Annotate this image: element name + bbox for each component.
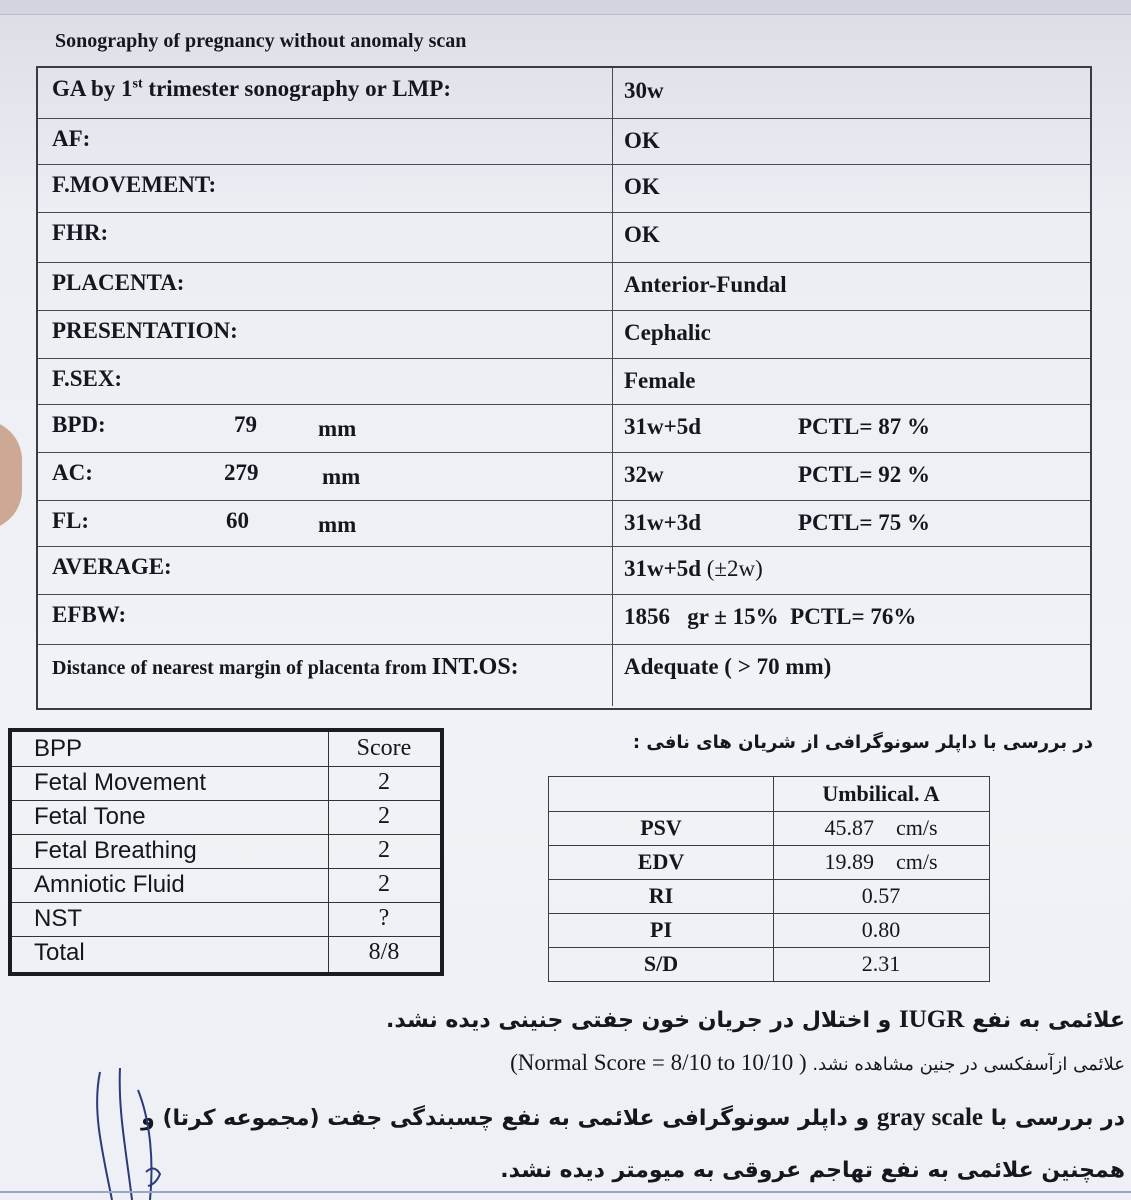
report-title: Sonography of pregnancy without anomaly scan xyxy=(55,30,467,52)
row-label: PLACENTA: xyxy=(52,270,185,295)
bpp-item-score: ? xyxy=(378,905,390,931)
row-label: F.SEX: xyxy=(52,366,123,391)
percentile: PCTL= 92 % xyxy=(798,462,930,487)
row-label: FL: xyxy=(52,508,90,533)
bpp-item-score: 2 xyxy=(378,803,390,829)
row-label: FHR: xyxy=(52,220,109,245)
doppler-key: PI xyxy=(650,917,672,942)
bpp-header-label: BPP xyxy=(34,735,83,762)
row-label: GA by 1st trimester sonography or LMP: xyxy=(52,76,451,101)
note-myometrium-invasion: همچنین علائمی به نفع تهاجم عروقی به میومتر دیده نشد. xyxy=(500,1158,1125,1183)
doppler-key: PSV xyxy=(640,815,682,840)
doppler-key: S/D xyxy=(643,951,679,976)
doppler-value: 0.80 xyxy=(861,917,901,942)
bpp-item-label: Fetal Breathing xyxy=(34,837,197,864)
row-value: Female xyxy=(624,368,696,393)
doppler-key: EDV xyxy=(637,849,685,874)
bpp-item-label: Amniotic Fluid xyxy=(34,871,185,898)
bpp-item-score: 2 xyxy=(378,769,390,795)
doppler-value: 45.87 cm/s xyxy=(824,815,938,840)
row-value: OK xyxy=(624,128,660,153)
measurement-unit: mm xyxy=(318,416,357,441)
row-value: Adequate ( > 70 mm) xyxy=(624,654,832,679)
row-value: 1856 gr ± 15% PCTL= 76% xyxy=(624,604,917,629)
row-value: OK xyxy=(624,222,660,247)
bpp-header-score: Score xyxy=(356,735,412,761)
row-value: 31w+3d xyxy=(624,510,702,535)
percentile: PCTL= 87 % xyxy=(798,414,930,439)
note-iugr: علائمی به نفع IUGR و اختلال در جریان خون جفتی جنینی دیده نشد. xyxy=(386,1006,1125,1033)
row-value: 30w xyxy=(624,78,664,103)
doppler-value: 2.31 xyxy=(861,951,901,976)
row-label: F.MOVEMENT: xyxy=(52,172,217,197)
bpp-item-label: Total xyxy=(34,939,85,966)
bpp-item-score: 8/8 xyxy=(368,939,400,965)
doppler-key: RI xyxy=(648,883,674,908)
bpp-item-score: 2 xyxy=(378,837,390,863)
row-value: 32w xyxy=(624,462,664,487)
row-value: 31w+5d xyxy=(624,414,702,439)
doppler-header-value: Umbilical. A xyxy=(822,781,940,806)
doppler-value: 0.57 xyxy=(861,883,901,908)
row-value: OK xyxy=(624,174,660,199)
row-label: PRESENTATION: xyxy=(52,318,238,343)
row-value: Cephalic xyxy=(624,320,711,345)
doppler-title: در بررسی با داپلر سونوگرافی از شریان های نافی : xyxy=(632,732,1093,753)
measurement-value: 279 xyxy=(224,460,259,485)
note-placenta-accreta: در بررسی با gray scale و داپلر سونوگرافی علائمی به نفع چسبندگی جفت (مجموعه کرتا) و xyxy=(141,1104,1125,1131)
row-label: Distance of nearest margin of placenta from INT.OS: xyxy=(52,654,519,680)
row-value: Anterior-Fundal xyxy=(624,272,787,297)
percentile: PCTL= 75 % xyxy=(798,510,930,535)
bpp-item-label: Fetal Tone xyxy=(34,803,146,830)
note-asphyxia: علائمی ازآسفکسی در جنین مشاهده نشد. (Normal Score = 8/10 to 10/10 ) xyxy=(510,1050,1125,1075)
row-value: 31w+5d (±2w) xyxy=(624,556,763,581)
measurement-value: 60 xyxy=(226,508,249,533)
row-label: AF: xyxy=(52,126,91,151)
bpp-item-score: 2 xyxy=(378,871,390,897)
measurement-unit: mm xyxy=(318,512,357,537)
measurement-unit: mm xyxy=(322,464,361,489)
row-label: EFBW: xyxy=(52,602,127,627)
row-label: AC: xyxy=(52,460,93,485)
doppler-value: 19.89 cm/s xyxy=(824,849,938,874)
row-label: AVERAGE: xyxy=(52,554,172,579)
measurement-value: 79 xyxy=(234,412,257,437)
bpp-item-label: NST xyxy=(34,905,82,932)
bpp-item-label: Fetal Movement xyxy=(34,769,207,796)
row-label: BPD: xyxy=(52,412,106,437)
